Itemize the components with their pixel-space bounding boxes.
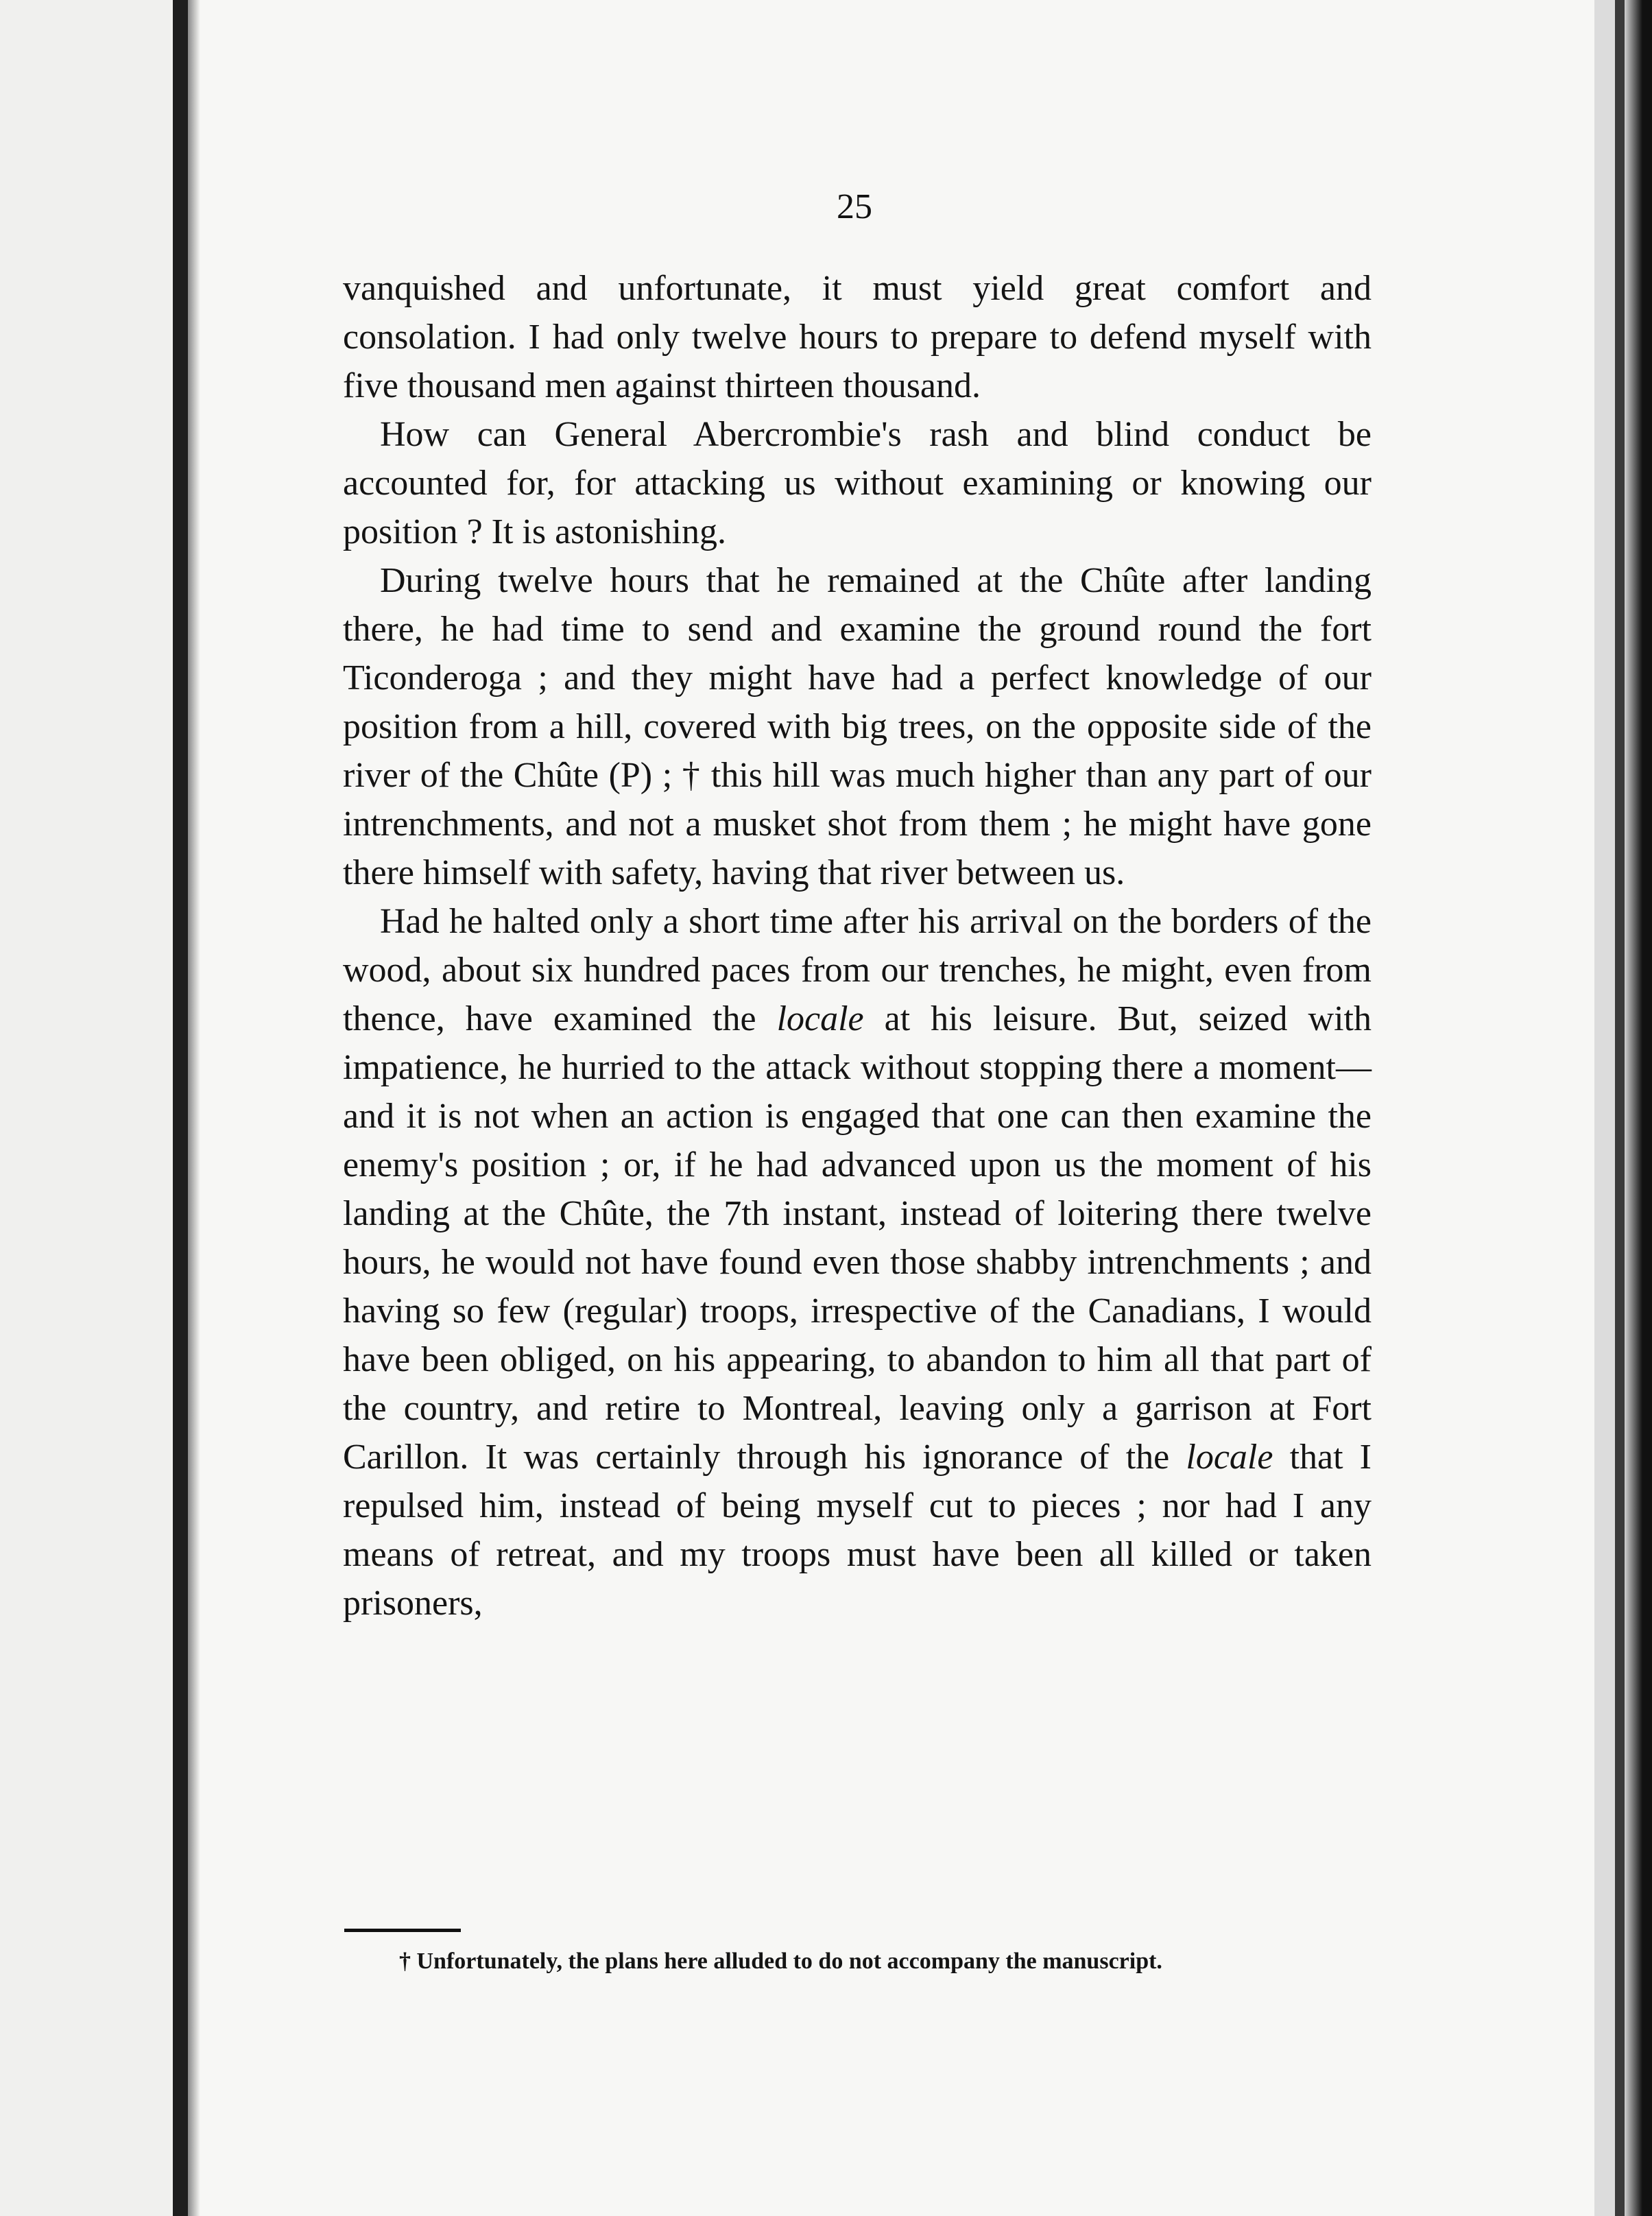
gutter-gradient [188,0,200,2216]
paragraph-4-part-1: Had he halted only a short time after his arrival on the borders of the wood, about six hundred paces from our trenches, he might, even from thence, have examined the [343,902,1372,1038]
paragraph-4-part-2: at his leisure. But, seized with impatience, he hurried to the attack without stopping there a moment—and it is not when an action is engaged that one can then examine the enemy's position ; or, if he had advanced upon us the moment of his landing at the Chûte, the 7th instant, instead of loitering there twelve hours, he would not have found even those shabby intrenchments ; and having so few (regular) troops, irrespective of the Canadians, I would have been obliged, on his appearing, to abandon to him all that part of the country, and retire to Montreal, leaving only a garrison at Fort Carillon. It was certainly through his ignorance of the [343,999,1372,1477]
paragraph-2: How can General Abercrombie's rash and blind conduct be accounted for, for attacking us without examining or knowing our position ? It is astonishing. [343,415,1372,551]
paragraph-3: During twelve hours that he remained at the Chûte after landing there, he had time to send and examine the ground round the fort Ticonderoga ; and they might have had a perfect knowledge of our position from a hill, covered with big trees, on the opposite side of the river of the Chûte (P) ; † this hill was much higher than any part of our intrenchments, and not a musket shot from them ; he might have gone there himself with safety, having that river between us. [343,561,1372,892]
page-number: 25 [837,187,872,226]
paragraph-4-part-3: that I repulsed him, instead of being myself cut to pieces ; nor had I any means of retreat, and my troops must have been all killed or taken prisoners, [343,1438,1372,1623]
facing-page-edge [0,0,173,2216]
italic-locale-1: locale [776,999,864,1038]
italic-locale-2: locale [1186,1438,1273,1477]
footnote-rule [344,1929,461,1932]
body-text [343,264,1372,1628]
book-spine-shadow [173,0,188,2216]
footnote: † Unfortunately, the plans here alluded to do not accompany the manuscript. [399,1949,1162,1974]
paragraph-1: vanquished and unfortunate, it must yield great comfort and consolation. I had only twelve hours to prepare to defend myself with five thousand men against thirteen thousand. [343,269,1372,405]
paragraph-4 [343,897,1372,1628]
right-page-edge [1594,0,1652,2216]
